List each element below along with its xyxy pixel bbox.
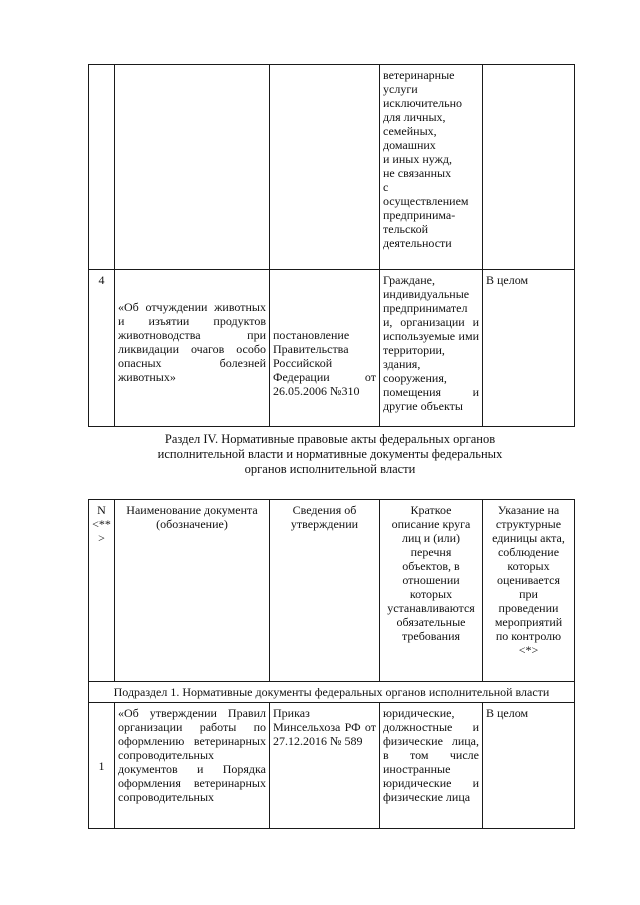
cell-number: 4 bbox=[89, 270, 115, 427]
section-heading: Раздел IV. Нормативные правовые акты федеральных органов исполнительной власти и нормативные документы федеральных органов исполнительной власти bbox=[157, 432, 503, 476]
cell-name: «Об отчуждении животных и изъятии продуктов животноводства при ликвидации очагов особо опасных болезней животных» bbox=[115, 270, 270, 427]
cell-name bbox=[115, 65, 270, 270]
cell-description: юридические, должностные и физические лица, в том числе иностранные юридические и физические лица bbox=[380, 703, 483, 829]
cell-approval bbox=[270, 65, 380, 270]
cell-description: ветеринарные услуги исключительно для личных, семейных, домашних и иных нужд, не связанных с осуществлением предпринима- тельской деятельности bbox=[380, 65, 483, 270]
header-number: N <** > bbox=[89, 500, 115, 682]
table-header-row bbox=[89, 500, 575, 682]
cell-indication: В целом bbox=[483, 703, 575, 829]
cell-indication: В целом bbox=[483, 270, 575, 427]
header-approval: Сведения об утверждении bbox=[270, 500, 380, 682]
cell-number bbox=[89, 65, 115, 270]
cell-description: Граждане, индивидуальные предпринимател и, организации и используемые ими территории, здания, сооружения, помещения и другие объекты bbox=[380, 270, 483, 427]
subsection-title: Подраздел 1. Нормативные документы федеральных органов исполнительной власти bbox=[89, 682, 575, 703]
header-indication: Указание на структурные единицы акта, соблюдение которых оценивается при проведении мероприятий по контролю <*> bbox=[483, 500, 575, 682]
cell-indication bbox=[483, 65, 575, 270]
subsection-row bbox=[89, 682, 575, 703]
table-row-continuation bbox=[89, 65, 575, 270]
header-description: Краткое описание круга лиц и (или) перечня объектов, в отношении которых устанавливаются обязательные требования bbox=[380, 500, 483, 682]
header-name: Наименование документа (обозначение) bbox=[115, 500, 270, 682]
cell-number: 1 bbox=[89, 703, 115, 829]
regulations-table bbox=[88, 499, 575, 829]
table-row bbox=[89, 270, 575, 427]
cell-name: «Об утверждении Правил организации работы по оформлению ветеринарных сопроводительных документов и Порядка оформления ветеринарных сопроводительных bbox=[115, 703, 270, 829]
regulations-table-continued bbox=[88, 64, 575, 427]
cell-approval: постановление Правительства Российской Федерации от 26.05.2006 №310 bbox=[270, 270, 380, 427]
table-row bbox=[89, 703, 575, 829]
cell-approval: Приказ Минсельхоза РФ от 27.12.2016 № 589 bbox=[270, 703, 380, 829]
